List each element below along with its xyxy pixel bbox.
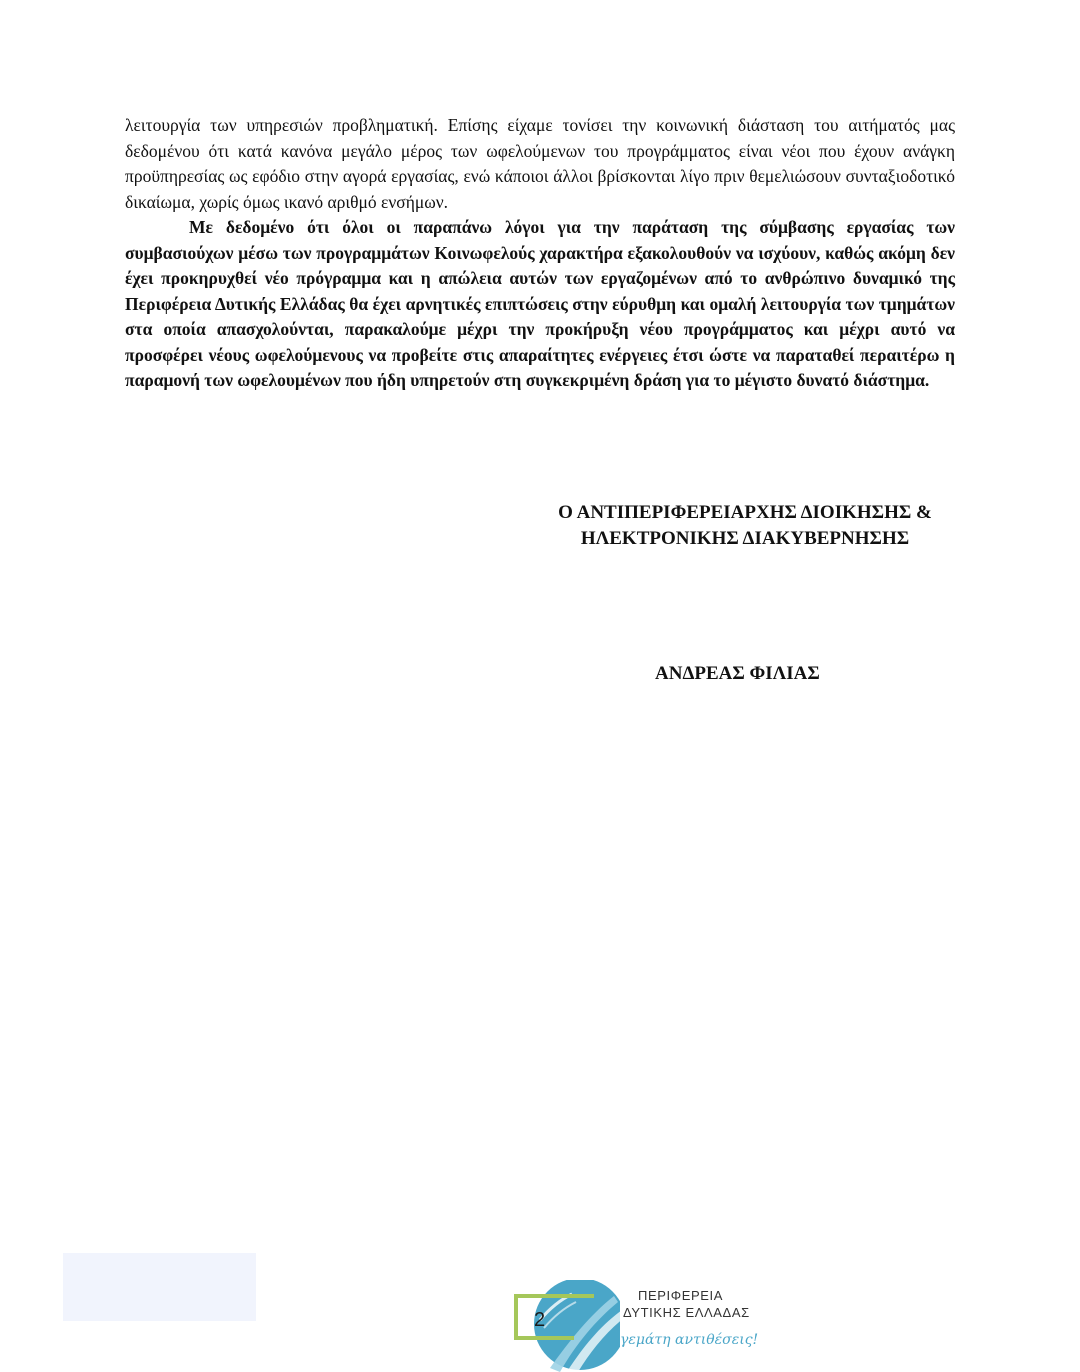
- logo-text-western-greece: ΔΥΤΙΚΗΣ ΕΛΛΑΔΑΣ: [623, 1305, 750, 1320]
- logo-text-region: ΠΕΡΙΦΕΡΕΙΑ: [638, 1288, 724, 1303]
- signatory-title-line-1: Ο ΑΝΤΙΠΕΡΙΦΕΡΕΙΑΡΧΗΣ ΔΙΟΙΚΗΣΗΣ &: [558, 502, 932, 523]
- footer-blank-box: [63, 1253, 256, 1321]
- signatory-name: ΑΝΔΡΕΑΣ ΦΙΛΙΑΣ: [655, 663, 820, 684]
- document-body: [125, 113, 955, 394]
- signatory-title-line-2: ΗΛΕΚΤΡΟΝΙΚΗΣ ΔΙΑΚΥΒΕΡΝΗΣΗΣ: [580, 528, 910, 549]
- logo-tagline: γεμάτη αντιθέσεις!: [620, 1332, 759, 1348]
- region-logo: [510, 1280, 760, 1372]
- signatory-title: [520, 500, 970, 552]
- paragraph-context: λειτουργία των υπηρεσιών προβληματική. Επίσης είχαμε τονίσει την κοινωνική διάσταση του αιτήματός μας δεδομένου ότι κατά κανόνα μεγάλο μέρος των ωφελούμενων του προγράμματος είναι νέοι που έχουν ανάγκη προϋπηρεσίας ως εφόδιο στην αγορά εργασίας, ενώ κάποιοι άλλοι βρίσκονται λίγο πριν θεμελιώσουν συνταξιοδοτικό δικαίωμα, χωρίς όμως ικανό αριθμό ενσήμων.: [125, 115, 955, 212]
- paragraph-request: Με δεδομένο ότι όλοι οι παραπάνω λόγοι για την παράταση της σύμβασης εργασίας των συμβασιούχων μέσω των προγραμμάτων Κοινωφελούς χαρακτήρα εξακολουθούν να ισχύουν, καθώς ακόμη δεν έχει προκηρυχθεί νέο πρόγραμμα και η απώλεια αυτών των εργαζομένων από το ανθρώπινο δυναμικό της Περιφέρεια Δυτικής Ελλάδας θα έχει αρνητικές επιπτώσεις στην εύρυθμη και ομαλή λειτουργία των τμημάτων στα οποία απασχολούνται, παρακαλούμε μέχρι την προκήρυξη νέου προγράμματος και μέχρι αυτό να προσφέρει νέους ωφελούμενους να προβείτε στις απαραίτητες ενέργειες έτσι ώστε να παραταθεί περαιτέρω η παραμονή των ωφελουμένων που ήδη υπηρετούν στη συγκεκριμένη δράση για το μέγιστο δυνατό διάστημα.: [125, 217, 955, 390]
- logo-emblem-icon: [510, 1280, 620, 1372]
- page-number: 2: [534, 1309, 546, 1331]
